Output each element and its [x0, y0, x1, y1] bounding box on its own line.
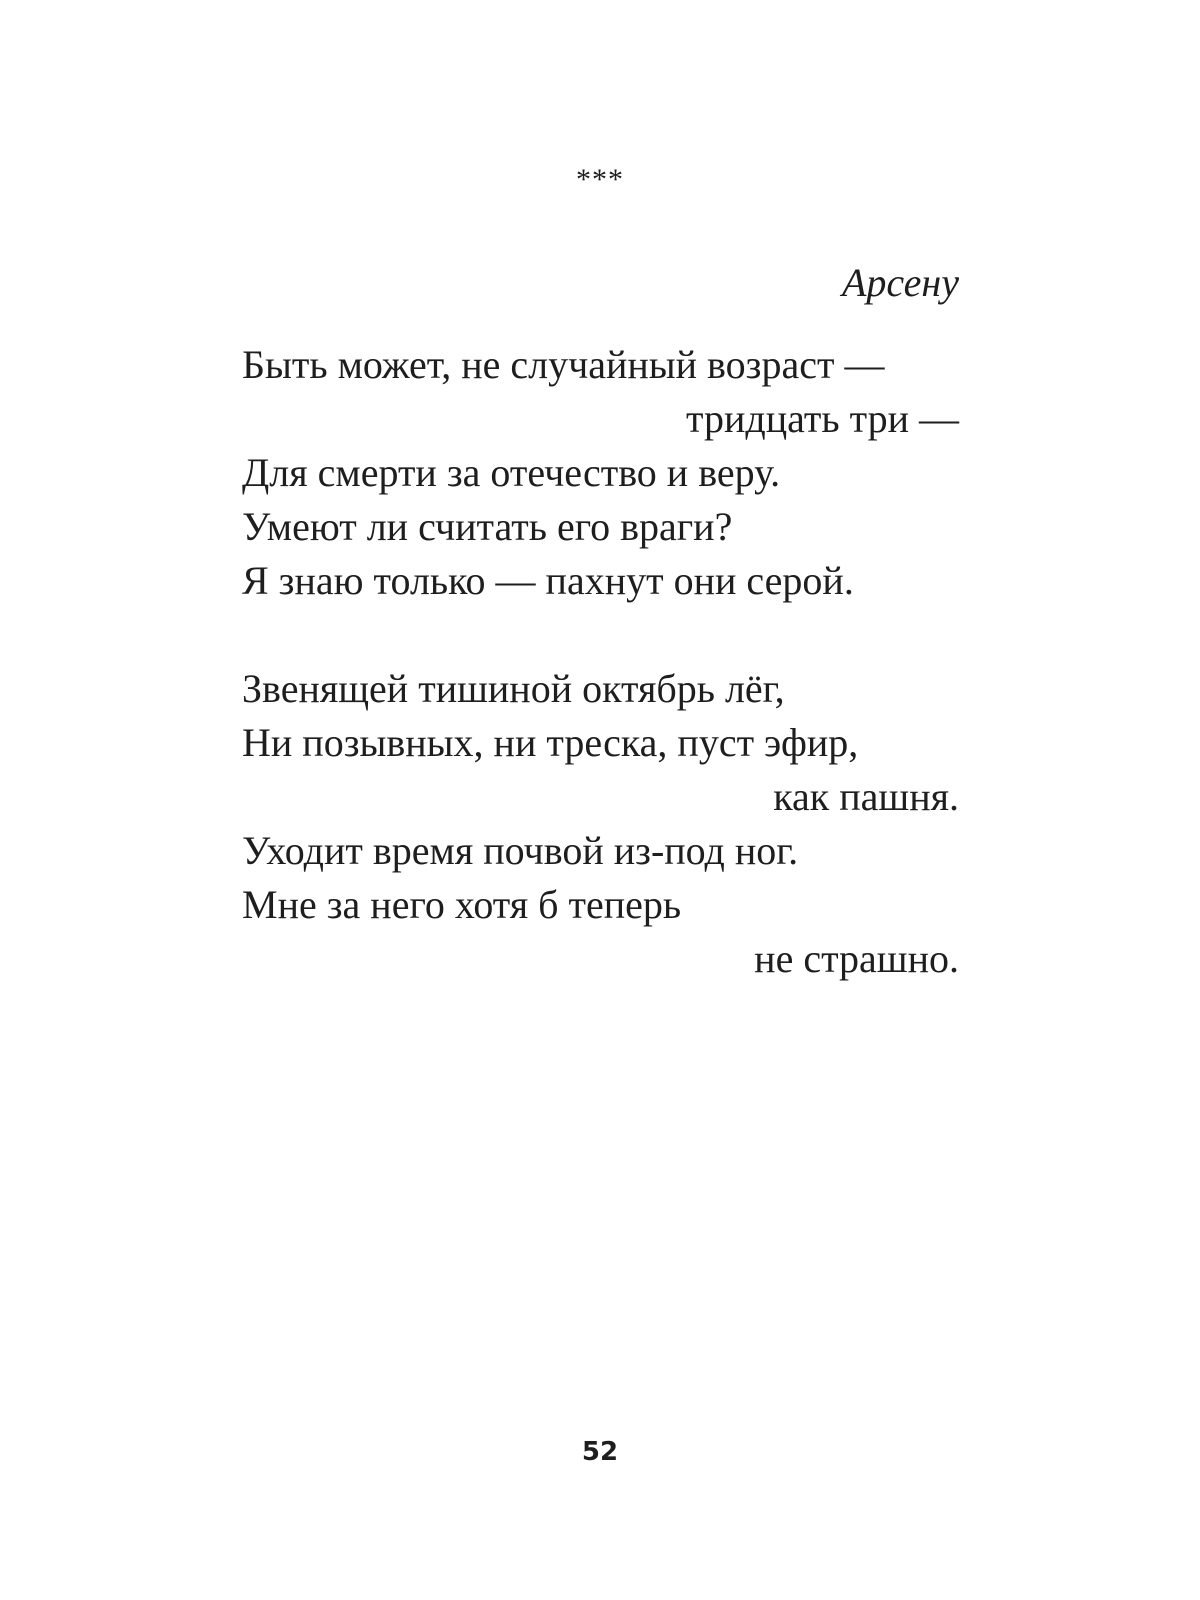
- poem: [242, 338, 959, 1040]
- page-number: 52: [581, 1437, 619, 1467]
- poem-line: Уходит время почвой из-под ног.: [242, 828, 799, 873]
- poem-line-continuation: тридцать три —: [686, 396, 959, 441]
- stanza-1: [242, 338, 959, 608]
- poem-line: Для смерти за отечество и веру.: [242, 450, 781, 495]
- poem-line: Быть может, не случайный возраст —: [242, 342, 885, 387]
- poem-line-continuation: как пашня.: [773, 774, 959, 819]
- stanza-2: [242, 662, 959, 986]
- poem-line: Мне за него хотя б теперь: [242, 882, 682, 927]
- section-ornament: ***: [576, 163, 624, 196]
- poem-line: Я знаю только — пахнут они серой.: [242, 558, 854, 603]
- poem-line: Звенящей тишиной октябрь лёг,: [242, 666, 785, 711]
- poem-line-continuation: не страшно.: [754, 936, 959, 981]
- poem-line: Ни позывных, ни треска, пуст эфир,: [242, 720, 859, 765]
- dedication: Арсену: [841, 260, 959, 305]
- poem-line: Умеют ли считать его враги?: [242, 504, 733, 549]
